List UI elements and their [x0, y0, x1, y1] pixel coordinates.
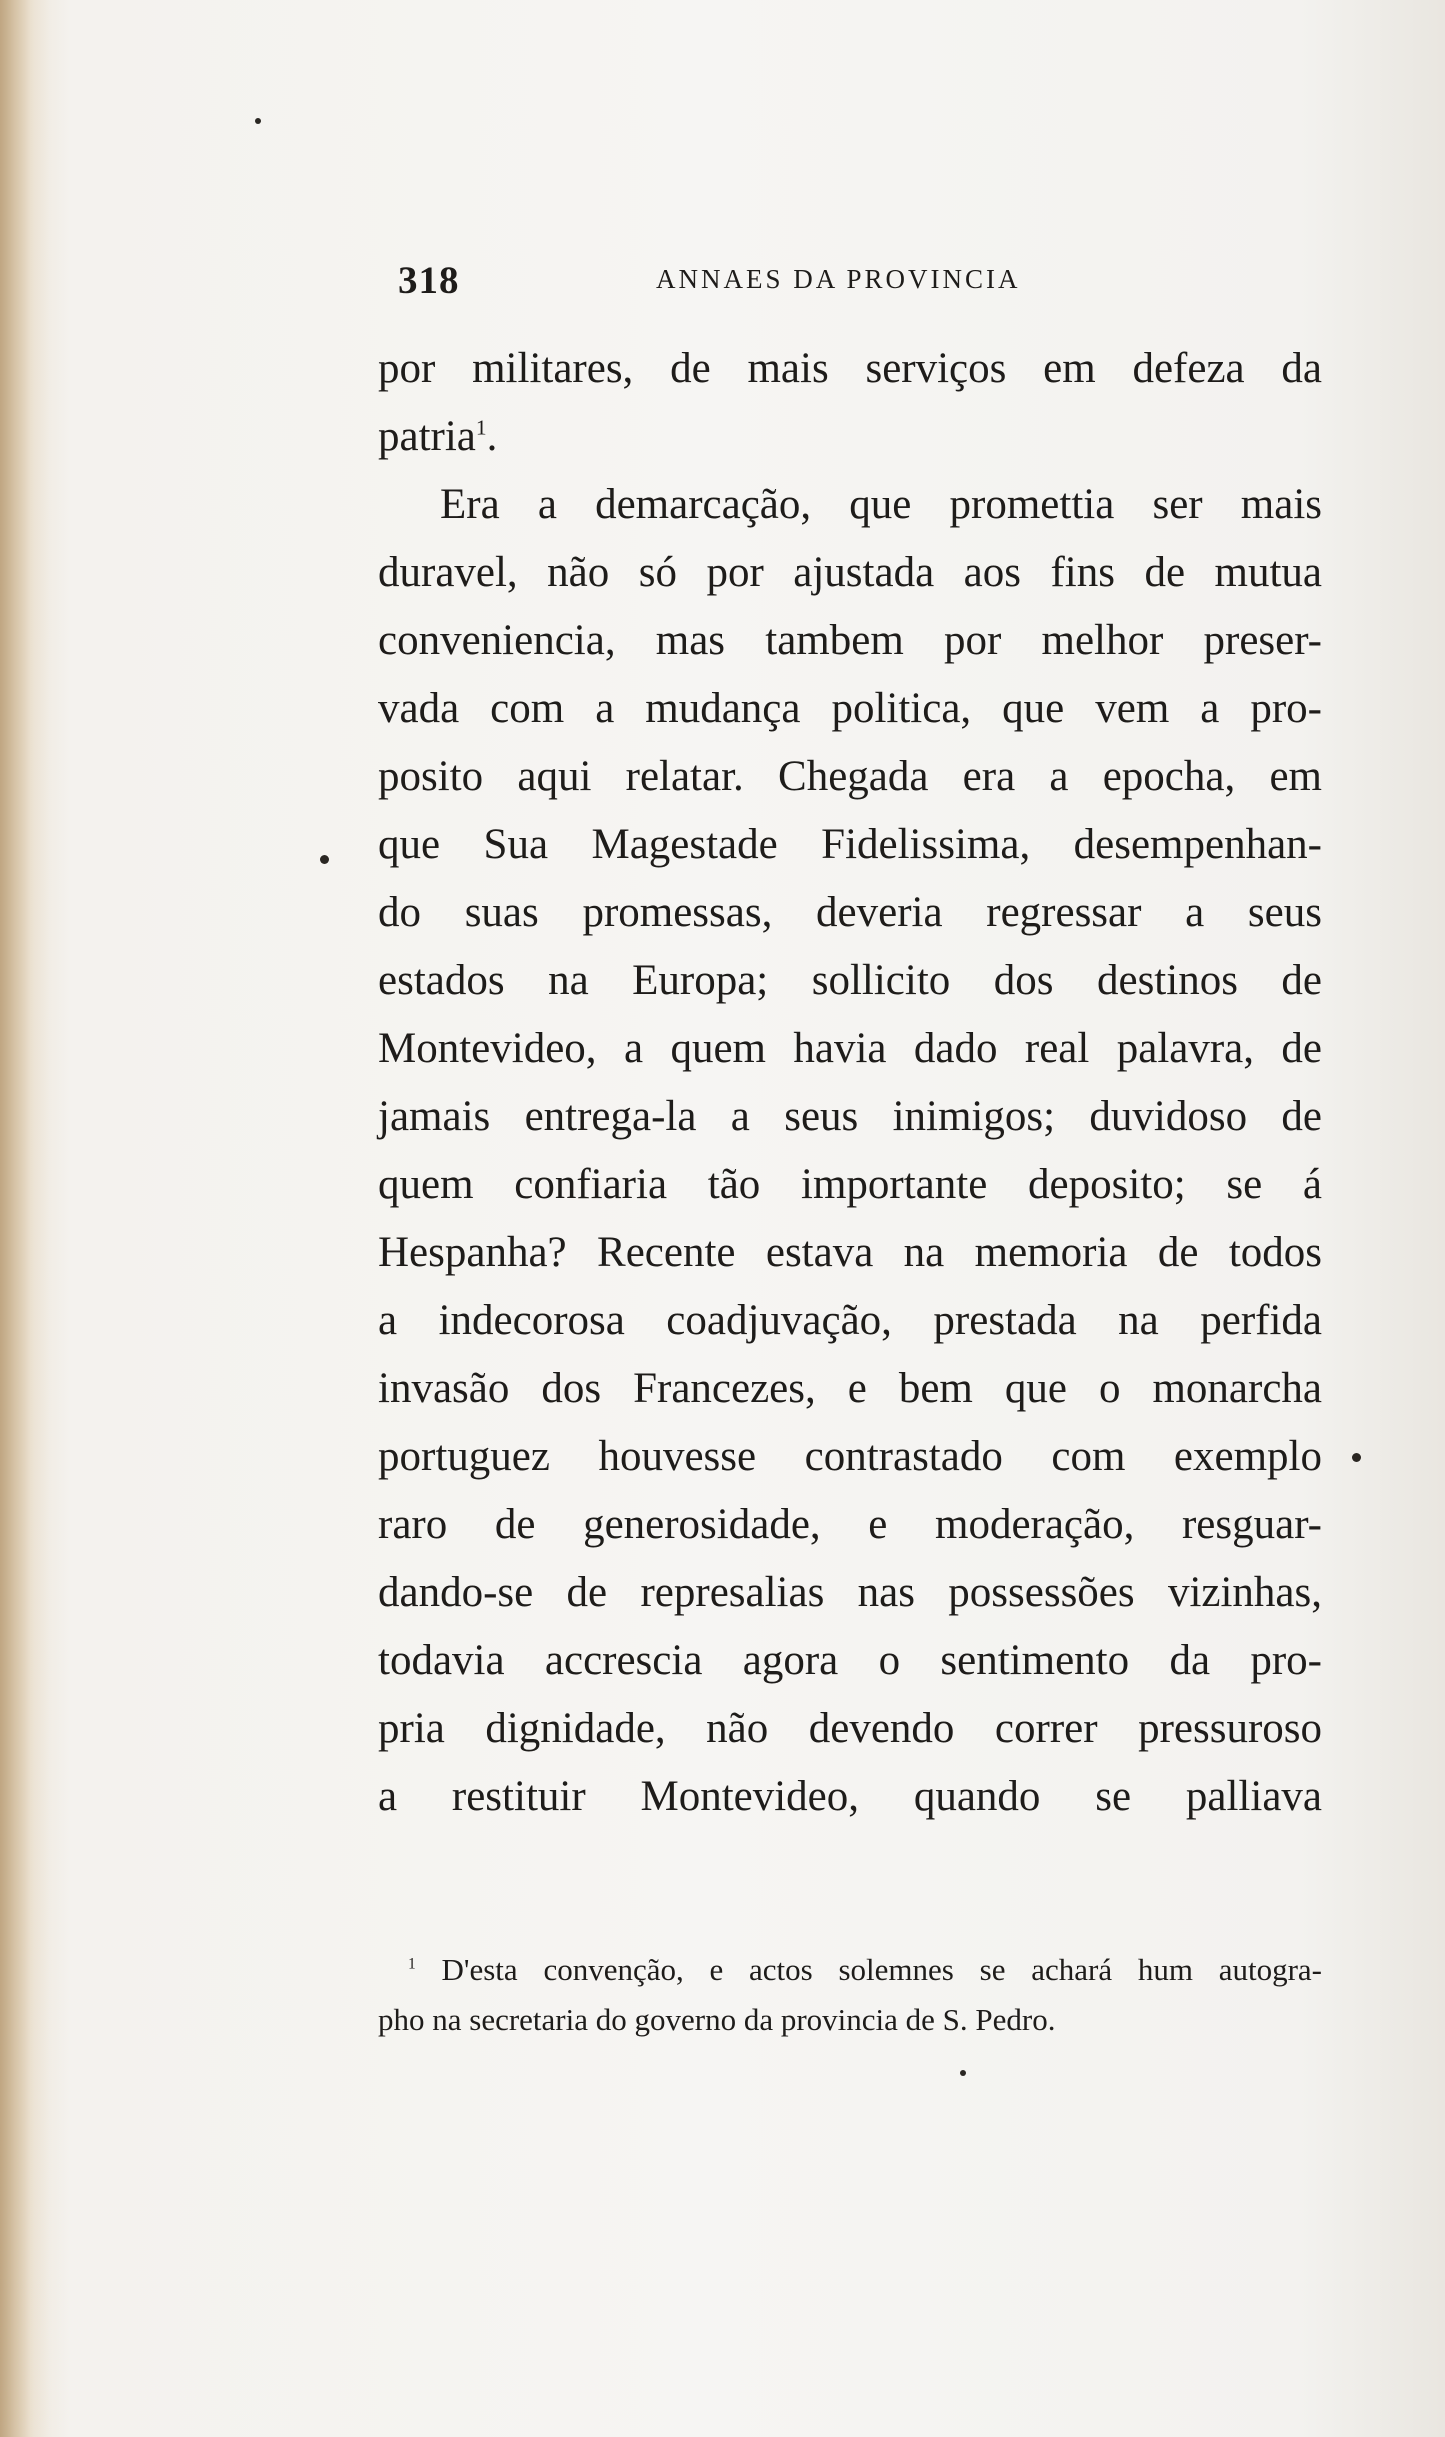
text-line: Montevideo, a quem havia dado real palavra, de — [378, 1025, 1322, 1072]
text-line-period: . — [486, 413, 498, 460]
text-line: a indecorosa coadjuvação, prestada na perfida — [378, 1297, 1322, 1344]
text-line: por militares, de mais serviços em defeza da — [378, 345, 1322, 392]
text-line: vada com a mudança politica, que vem a pro- — [378, 685, 1322, 732]
footnote-line: pho na secretaria do governo da provincia de S. Pedro. — [378, 2002, 1056, 2037]
footnote-line — [378, 1945, 1322, 1995]
text-line — [378, 403, 1322, 471]
text-line: duravel, não só por ajustada aos fins de mutua — [378, 549, 1322, 596]
text-line: invasão dos Francezes, e bem que o monarcha — [378, 1365, 1322, 1412]
paragraph-start-line: Era a demarcação, que promettia ser mais — [440, 481, 1322, 528]
text-line: quem confiaria tão importante deposito; se á — [378, 1161, 1322, 1208]
page-number: 318 — [398, 259, 460, 302]
page-edge-shadow — [0, 0, 50, 2437]
text-line: Hespanha? Recente estava na memoria de todos — [378, 1229, 1322, 1276]
ink-speck — [960, 2070, 966, 2076]
text-line: portuguez houvesse contrastado com exemplo — [378, 1433, 1322, 1480]
ink-speck — [255, 118, 261, 124]
text-line-content: patria — [378, 413, 476, 460]
body-text — [378, 335, 1322, 1831]
running-head: ANNAES DA PROVINCIA — [656, 264, 1021, 294]
text-line: posito aqui relatar. Chegada era a epocha, em — [378, 753, 1322, 800]
text-line: estados na Europa; sollicito dos destinos de — [378, 957, 1322, 1004]
footnote-marker: 1 — [408, 1955, 416, 1973]
ink-speck — [1352, 1453, 1361, 1462]
text-line: que Sua Magestade Fidelissima, desempenhan- — [378, 821, 1322, 868]
footnote-reference: 1 — [475, 415, 487, 440]
footnote-text: D'esta convenção, e actos solemnes se achará hum autogra- — [441, 1952, 1322, 1987]
text-line: pria dignidade, não devendo correr pressuroso — [378, 1705, 1322, 1752]
text-line: conveniencia, mas tambem por melhor preser- — [378, 617, 1322, 664]
footnote — [378, 1945, 1322, 2045]
text-line: dando-se de represalias nas possessões vizinhas, — [378, 1569, 1322, 1616]
text-line: a restituir Montevideo, quando se palliava — [378, 1773, 1322, 1820]
text-line: do suas promessas, deveria regressar a seus — [378, 889, 1322, 936]
text-line: jamais entrega-la a seus inimigos; duvidoso de — [378, 1093, 1322, 1140]
text-line: todavia accrescia agora o sentimento da pro- — [378, 1637, 1322, 1684]
ink-speck — [320, 855, 329, 864]
text-line: raro de generosidade, e moderação, resguar- — [378, 1501, 1322, 1548]
page-header — [398, 258, 1098, 308]
